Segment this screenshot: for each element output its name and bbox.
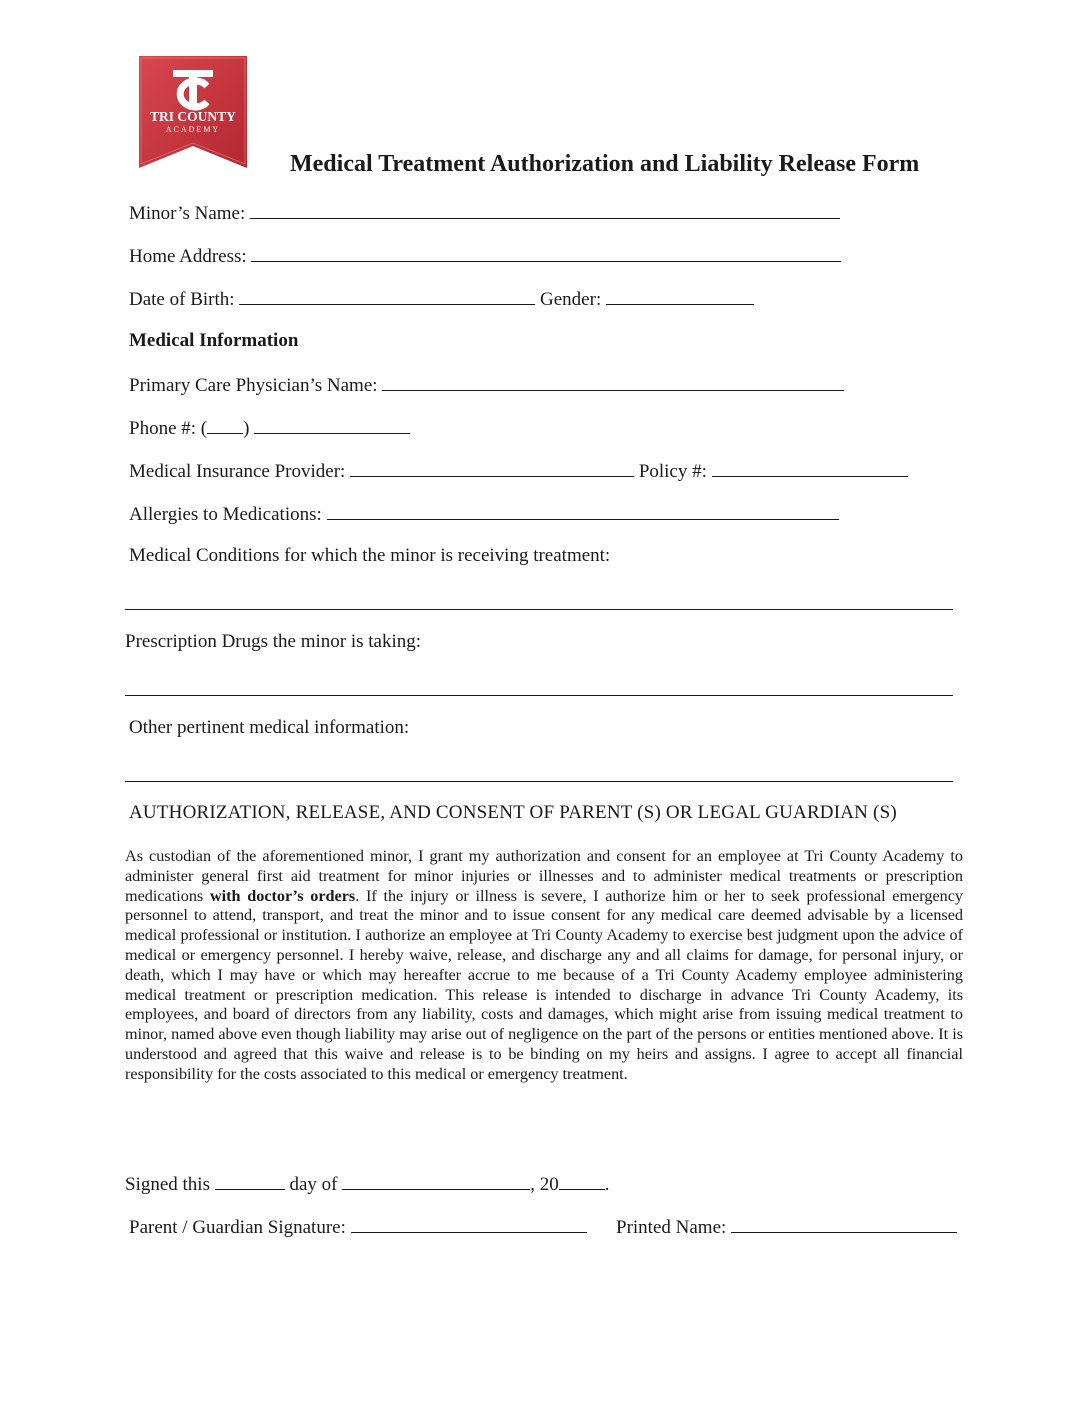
physician-input-line[interactable] [382,373,844,391]
allergies-input-line[interactable] [327,502,839,520]
printed-name-row [616,1215,957,1239]
gender-label: Gender: [540,289,602,310]
phone-number-input-line[interactable] [254,416,410,434]
day-input-line[interactable] [215,1172,285,1190]
prescriptions-label: Prescription Drugs the minor is taking: [125,631,422,652]
signed-date-row [125,1172,610,1196]
authorization-bold-text: with doctor’s orders [209,886,356,905]
form-title: Medical Treatment Authorization and Liability Release Form [290,151,920,177]
year-prefix-label: , 20 [530,1174,559,1195]
home-address-label: Home Address: [129,246,247,267]
year-input-line[interactable] [559,1172,605,1190]
conditions-label: Medical Conditions for which the minor is receiving treatment: [129,545,611,566]
conditions-input-line[interactable] [125,609,953,610]
parent-signature-input-line[interactable] [351,1215,587,1233]
day-of-label: day of [289,1174,338,1195]
logo-sub-text: ACADEMY [165,125,221,134]
dob-gender-row [129,287,754,311]
prescriptions-input-line[interactable] [125,695,953,696]
minor-name-input-line[interactable] [250,201,840,219]
policy-label: Policy #: [638,461,707,482]
physician-label: Primary Care Physician’s Name: [129,375,378,396]
other-info-label: Other pertinent medical information: [129,717,410,738]
logo-name-text: TRI COUNTY [150,109,236,124]
insurance-input-line[interactable] [350,459,634,477]
home-address-input-line[interactable] [251,244,841,262]
phone-label: Phone #: ( [129,418,208,439]
medical-information-heading: Medical Information [129,330,299,351]
minor-name-label: Minor’s Name: [129,203,246,224]
signed-period: . [604,1174,610,1195]
signed-this-label: Signed this [125,1174,210,1195]
phone-row [129,416,410,440]
allergies-row [129,502,839,526]
dob-label: Date of Birth: [129,289,235,310]
month-input-line[interactable] [342,1172,530,1190]
authorization-text-part1: As custodian of the aforementioned minor, I grant my authorization and consent for an employee at Tri County Academy to administer general first aid treatment for minor injuries or illnesses and to administer medical treatments or prescription medications [125,847,963,905]
policy-input-line[interactable] [712,459,908,477]
physician-row [129,373,844,397]
printed-name-label: Printed Name: [616,1217,727,1238]
insurance-label: Medical Insurance Provider: [129,461,346,482]
authorization-paragraph [125,847,963,1085]
gender-input-line[interactable] [606,287,754,305]
authorization-heading: AUTHORIZATION, RELEASE, AND CONSENT OF PARENT (S) OR LEGAL GUARDIAN (S) [129,802,897,823]
insurance-policy-row [129,459,908,483]
allergies-label: Allergies to Medications: [129,504,322,525]
other-info-input-line[interactable] [125,781,953,782]
dob-input-line[interactable] [239,287,535,305]
home-address-row [129,244,841,268]
authorization-text-part2: . If the injury or illness is severe, I authorize him or her to seek professional emergency personnel to attend, transport, and treat the minor and to issue consent for any medical care deemed advisable by a licensed medical professional or institution. I authorize an employee at Tri County Academy to exercise best judgment upon the advice of medical or emergency personnel. I hereby waive, release, and discharge any and all claims for damage, for personal injury, or death, which I may have or which may hereafter accrue to me because of a Tri County Academy employee administering medical treatment or prescription medication. This release is intended to discharge in advance Tri County Academy, its employees, and board of directors from any liability, costs and damages, which might arise from issuing medical treatment to minor, named above even though liability may arise out of negligence on the part of the persons or entities mentioned above. It is understood and agreed that this waive and release is to be binding on my heirs and assigns. I agree to accept all financial responsibility for the costs associated to this medical or emergency treatment. [125,886,963,1083]
area-code-input-line[interactable] [207,416,243,434]
parent-signature-row [129,1215,587,1239]
phone-paren-close: ) [243,418,250,439]
school-logo [139,56,247,174]
parent-signature-label: Parent / Guardian Signature: [129,1217,346,1238]
minor-name-row [129,201,840,225]
printed-name-input-line[interactable] [731,1215,957,1233]
